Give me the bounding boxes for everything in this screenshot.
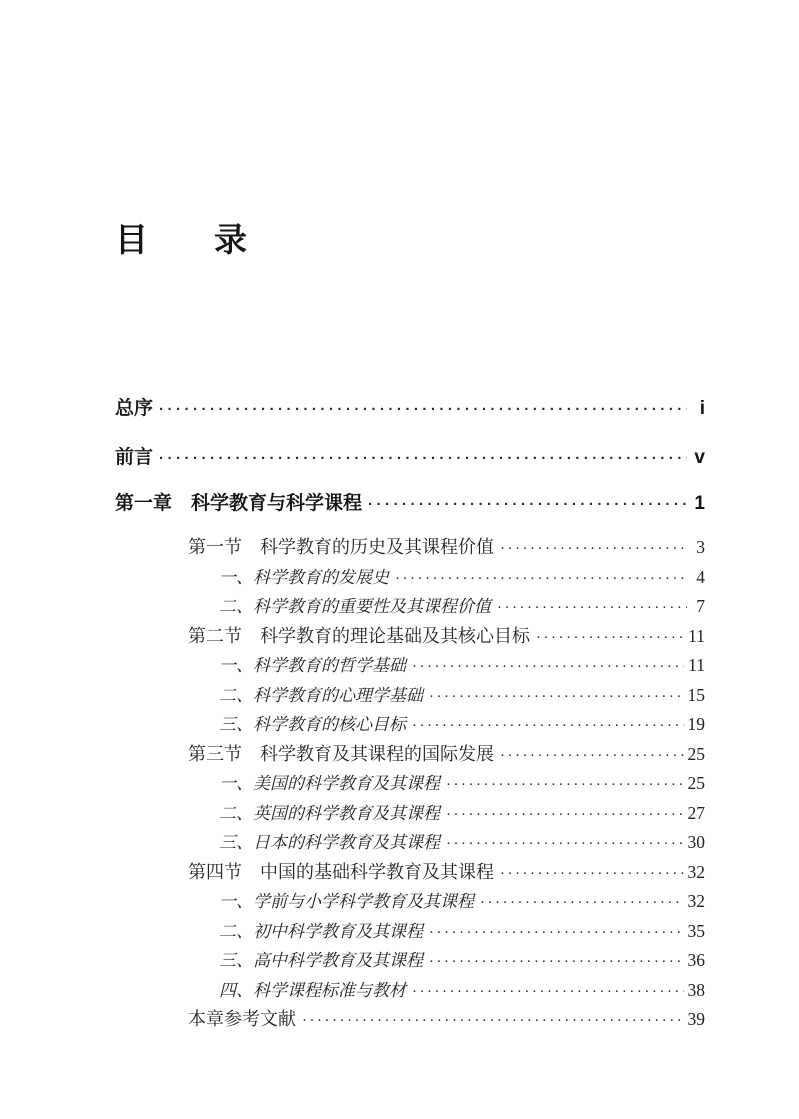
toc-row xyxy=(0,654,705,678)
toc-entry-label: 二、科学教育的心理学基础 xyxy=(219,685,423,705)
toc-row xyxy=(0,772,705,796)
toc-entry-label: 四、科学课程标准与教材 xyxy=(219,980,406,1000)
toc-entry-label: 一、科学教育的哲学基础 xyxy=(219,656,406,675)
dot-leader xyxy=(429,685,684,708)
toc-entry-label: 前言 xyxy=(115,447,154,468)
toc-row xyxy=(0,398,705,421)
toc-page-number: 4 xyxy=(696,566,705,587)
toc-entry-label: 一、美国的科学教育及其课程 xyxy=(219,774,440,793)
toc-entry-label: 三、日本的科学教育及其课程 xyxy=(219,833,440,852)
toc-row xyxy=(0,447,705,470)
toc-entry-label: 三、科学教育的核心目标 xyxy=(219,715,406,734)
dot-leader xyxy=(446,773,684,796)
toc-row xyxy=(0,493,705,516)
dot-leader xyxy=(412,980,684,1003)
toc-page-number: 36 xyxy=(687,950,705,970)
page-title: 目 录 xyxy=(115,221,247,258)
toc-page-number: 1 xyxy=(694,493,705,514)
toc-row xyxy=(0,920,705,944)
toc-entry-label: 第三节 科学教育及其课程的国际发展 xyxy=(188,743,494,764)
toc-entry-label: 二、英国的科学教育及其课程 xyxy=(219,803,440,823)
dot-leader xyxy=(429,921,684,944)
dot-leader xyxy=(302,1008,684,1032)
toc-entry-label: 一、科学教育的发展史 xyxy=(219,567,389,587)
toc-entry-label: 三、高中科学教育及其课程 xyxy=(219,951,423,970)
toc-entry-label: 第二节 科学教育的理论基础及其核心目标 xyxy=(188,625,530,646)
table-of-contents xyxy=(0,398,705,1038)
dot-leader xyxy=(429,950,684,973)
toc-page-number: 19 xyxy=(687,714,705,734)
dot-leader xyxy=(500,861,684,885)
toc-row xyxy=(0,684,705,708)
dot-leader xyxy=(159,398,687,421)
dot-leader xyxy=(500,743,684,767)
toc-page-number: 30 xyxy=(687,832,705,852)
toc-page-number: 7 xyxy=(696,596,705,616)
toc-entry-label: 二、初中科学教育及其课程 xyxy=(219,921,423,941)
toc-row xyxy=(0,802,705,826)
toc-entry-label: 第一节 科学教育的历史及其课程价值 xyxy=(188,537,494,557)
toc-page-number: 27 xyxy=(687,802,705,823)
toc-row xyxy=(0,595,705,619)
dot-leader xyxy=(412,714,684,737)
toc-row xyxy=(0,949,705,973)
toc-row xyxy=(0,566,705,590)
dot-leader xyxy=(497,596,687,619)
toc-row xyxy=(0,625,705,649)
toc-page-number: v xyxy=(694,447,705,468)
toc-row xyxy=(0,979,705,1003)
toc-page-number: 25 xyxy=(687,743,705,764)
toc-entry-label: 一、学前与小学科学教育及其课程 xyxy=(219,892,474,911)
toc-page-number: 35 xyxy=(687,920,705,941)
dot-leader xyxy=(500,536,687,560)
toc-row xyxy=(0,1008,705,1032)
toc-page-number: 32 xyxy=(687,891,705,911)
dot-leader xyxy=(159,447,687,470)
toc-page-number: 38 xyxy=(687,979,705,1000)
dot-leader xyxy=(446,803,684,826)
toc-page-number: 11 xyxy=(688,625,705,646)
toc-row xyxy=(0,831,705,855)
toc-row xyxy=(0,890,705,914)
dot-leader xyxy=(446,832,684,855)
toc-page-number: 15 xyxy=(687,684,705,705)
dot-leader xyxy=(395,567,687,590)
toc-entry-label: 第四节 中国的基础科学教育及其课程 xyxy=(188,861,494,882)
toc-page-number: 11 xyxy=(688,655,705,675)
toc-row xyxy=(0,713,705,737)
dot-leader xyxy=(368,493,687,516)
toc-row xyxy=(0,743,705,767)
toc-row xyxy=(0,861,705,885)
dot-leader xyxy=(536,625,684,649)
toc-entry-label: 总序 xyxy=(115,398,154,419)
toc-page-number: 39 xyxy=(687,1009,705,1029)
toc-page-number: 25 xyxy=(687,773,705,793)
dot-leader xyxy=(412,655,684,678)
toc-entry-label: 二、科学教育的重要性及其课程价值 xyxy=(219,597,491,616)
toc-row xyxy=(0,536,705,560)
toc-entry-label: 本章参考文献 xyxy=(188,1009,296,1029)
dot-leader xyxy=(480,891,684,914)
toc-page-number: i xyxy=(699,398,705,419)
toc-page-number: 3 xyxy=(696,537,705,557)
toc-entry-label: 第一章 科学教育与科学课程 xyxy=(115,493,363,514)
toc-page-number: 32 xyxy=(687,861,705,882)
